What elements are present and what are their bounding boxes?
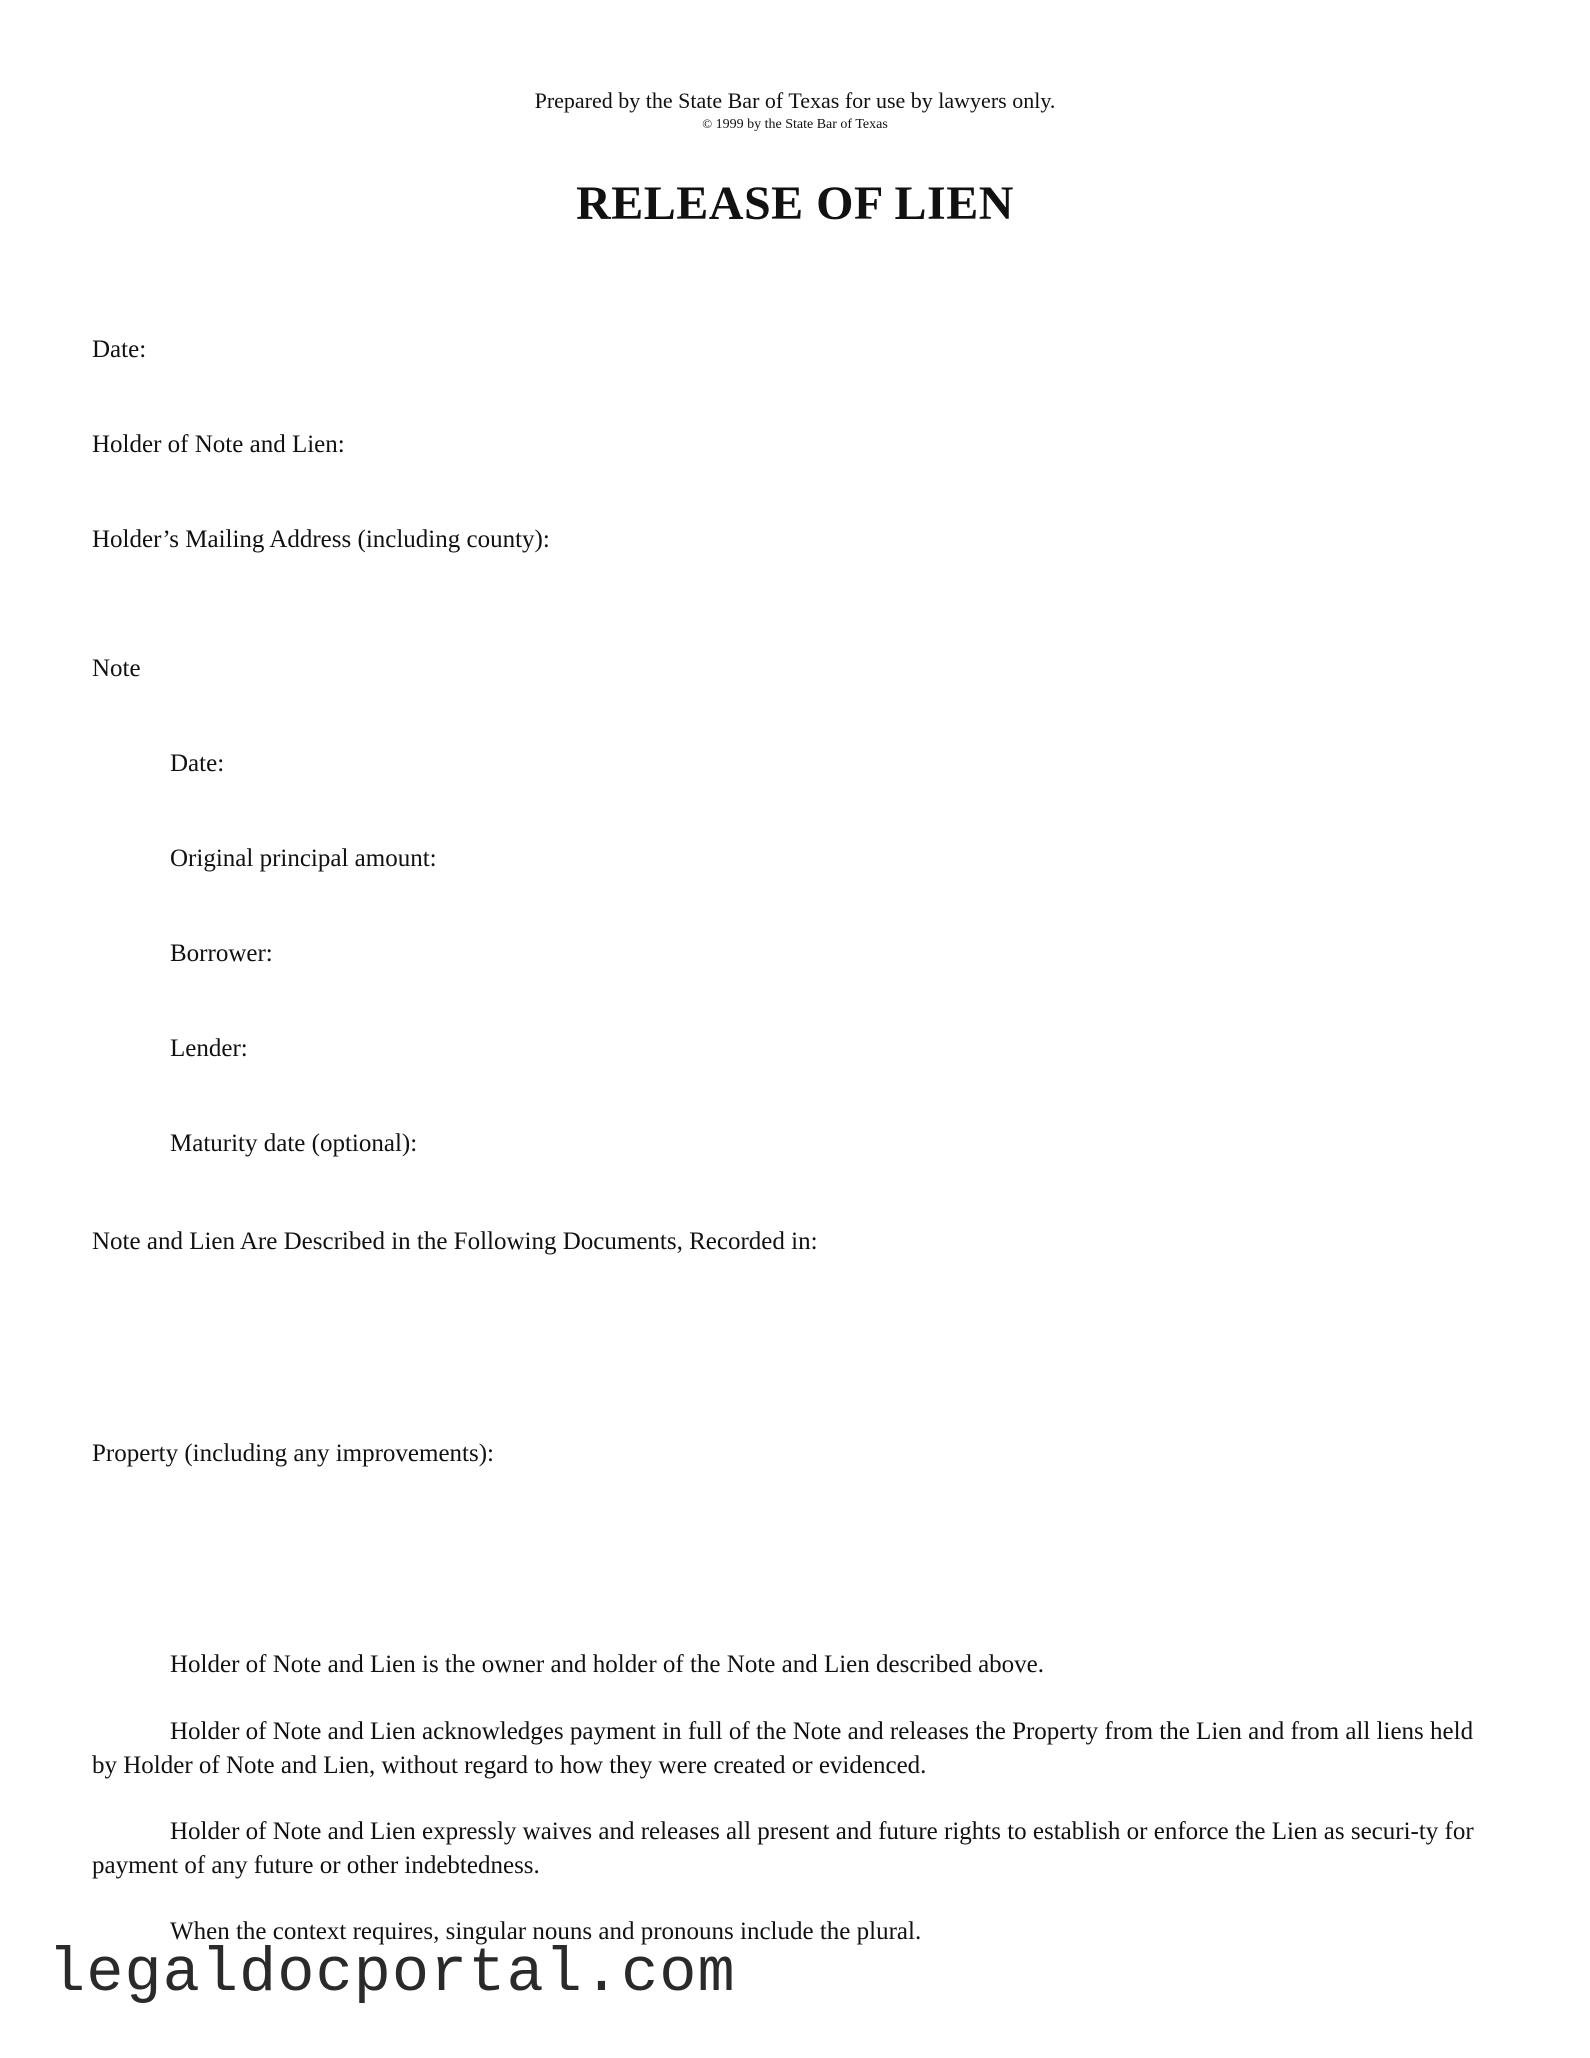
property-label: Property (including any improvements):: [92, 1440, 495, 1467]
paragraph-ownership: [92, 1648, 1492, 1682]
copyright-text: 1999 by the State Bar of Texas: [712, 117, 888, 132]
paragraph-text: Holder of Note and Lien is the owner and holder of the Note and Lien described above.: [170, 1651, 1045, 1678]
note-date-label: Date:: [170, 750, 225, 777]
date-label: Date:: [92, 336, 147, 363]
paragraph-text: When the context requires, singular nouns and pronouns include the plural.: [170, 1918, 922, 1945]
paragraph-release: [92, 1715, 1492, 1783]
watermark-text: legaldocportal.com: [48, 1938, 736, 2009]
borrower-label: Borrower:: [170, 940, 273, 967]
copyright-symbol: ©: [702, 116, 713, 131]
recorded-in-label: Note and Lien Are Described in the Following Documents, Recorded in:: [92, 1228, 818, 1255]
paragraph-waiver: [92, 1815, 1492, 1883]
copyright-line: [0, 116, 1590, 133]
document-title: RELEASE OF LIEN: [576, 177, 1014, 230]
prepared-by-notice: Prepared by the State Bar of Texas for use by lawyers only.: [534, 88, 1056, 113]
holder-label: Holder of Note and Lien:: [92, 431, 345, 458]
note-heading: Note: [92, 655, 141, 682]
maturity-date-label: Maturity date (optional):: [170, 1130, 418, 1157]
original-principal-label: Original principal amount:: [170, 845, 437, 872]
paragraph-text: Holder of Note and Lien expressly waives and releases all present and future rights to establish or enforce the Lien as securi-ty for payment of any future or other indebtedness.: [92, 1818, 1474, 1879]
paragraph-text: Holder of Note and Lien acknowledges payment in full of the Note and releases the Property from the Lien and from all liens held by Holder of Note and Lien, without regard to how they were created or evidenced.: [92, 1718, 1474, 1779]
lender-label: Lender:: [170, 1035, 248, 1062]
holder-address-label: Holder’s Mailing Address (including county):: [92, 526, 550, 553]
